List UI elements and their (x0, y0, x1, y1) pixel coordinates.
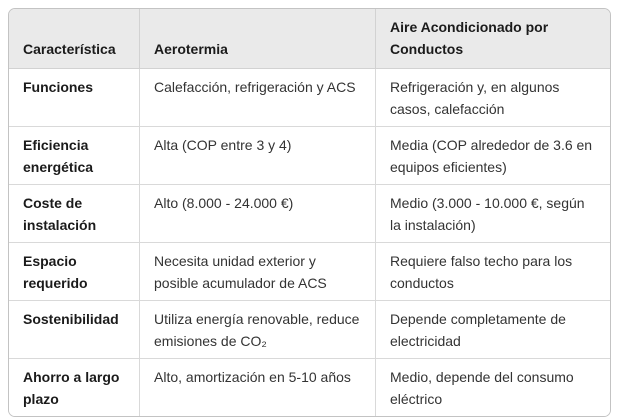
header-cell-caracteristica: Característica (9, 9, 140, 69)
row-feature-cell: Espacio requerido (9, 243, 140, 301)
table-row (9, 243, 610, 301)
aire-conductos-cell: Media (COP alrededor de 3.6 en equipos eficientes) (376, 127, 610, 185)
aire-conductos-cell: Requiere falso techo para los conductos (376, 243, 610, 301)
aire-conductos-cell: Medio (3.000 - 10.000 €, según la instalación) (376, 185, 610, 243)
table-row (9, 127, 610, 185)
aire-conductos-cell: Depende completamente de electricidad (376, 301, 610, 359)
row-feature-cell: Sostenibilidad (9, 301, 140, 359)
row-feature-cell: Funciones (9, 69, 140, 127)
table-row (9, 69, 610, 127)
aerotermia-cell: Necesita unidad exterior y posible acumulador de ACS (140, 243, 376, 301)
aerotermia-cell: Utiliza energía renovable, reduce emisiones de CO₂ (140, 301, 376, 359)
aire-conductos-cell: Medio, depende del consumo eléctrico (376, 359, 610, 416)
comparison-table-body (9, 69, 610, 416)
aerotermia-cell: Alto, amortización en 5-10 años (140, 359, 376, 416)
header-cell-aire-conductos: Aire Acondicionado por Conductos (376, 9, 610, 69)
row-feature-cell: Ahorro a largo plazo (9, 359, 140, 416)
table-row (9, 185, 610, 243)
aire-conductos-cell: Refrigeración y, en algunos casos, calefacción (376, 69, 610, 127)
comparison-table (9, 9, 610, 416)
aerotermia-cell: Alto (8.000 - 24.000 €) (140, 185, 376, 243)
row-feature-cell: Eficiencia energética (9, 127, 140, 185)
row-feature-cell: Coste de instalación (9, 185, 140, 243)
comparison-table-header (9, 9, 610, 69)
header-cell-aerotermia: Aerotermia (140, 9, 376, 69)
table-row (9, 301, 610, 359)
aerotermia-cell: Calefacción, refrigeración y ACS (140, 69, 376, 127)
table-row (9, 359, 610, 416)
header-row (9, 9, 610, 69)
aerotermia-cell: Alta (COP entre 3 y 4) (140, 127, 376, 185)
comparison-table-container (8, 8, 611, 417)
